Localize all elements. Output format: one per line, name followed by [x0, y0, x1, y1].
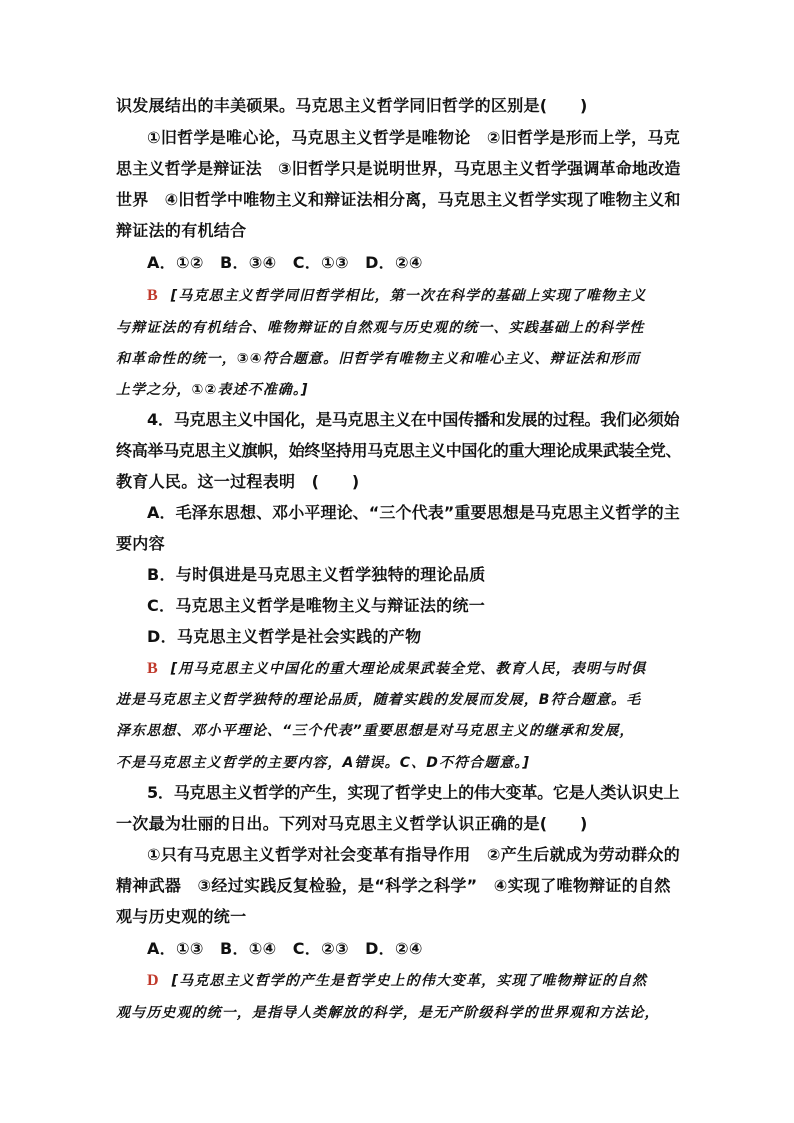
q5-option-text: 精神武器 ③经过实践反复检验，是“科学之科学” ④实现了唯物辩证的自然 [116, 876, 671, 895]
q5-answer: D [147, 972, 160, 989]
q4-explanation [147, 659, 646, 679]
q4-answer: B [147, 660, 159, 677]
q3-option-text: ①旧哲学是唯心论，马克思主义哲学是唯物论 ②旧哲学是形而上学，马克 [147, 128, 680, 147]
q3-answer: B [147, 287, 159, 304]
q4-explanation-text: 泽东思想、邓小平理论、“三个代表”重要思想是对马克思主义的继承和发展， [116, 723, 635, 739]
q4-explanation-text: [用马克思主义中国化的重大理论成果武装全党、教育人民，表明与时俱 [170, 661, 647, 677]
q5-stem: 一次最为壮丽的日出。下列对马克思主义哲学认识正确的是( ) [116, 814, 588, 833]
q4-option-b: B．与时俱进是马克思主义哲学独特的理论品质 [147, 565, 486, 584]
q3-explanation-text: [马克思主义哲学同旧哲学相比，第一次在科学的基础上实现了唯物主义 [170, 288, 647, 304]
q3-choices: A．①② B．③④ C．①③ D．②④ [147, 253, 423, 272]
q3-explanation-text: 与辩证法的有机结合、唯物辩证的自然观与历史观的统一、实践基础上的科学性 [116, 320, 645, 336]
q5-explanation [147, 971, 647, 991]
q3-stem: 识发展结出的丰美硕果。马克思主义哲学同旧哲学的区别是( ) [116, 96, 588, 115]
q4-stem: 教育人民。这一过程表明 ( ) [116, 472, 360, 491]
q4-explanation-text: 进是马克思主义哲学独特的理论品质，随着实践的发展而发展，B符合题意。毛 [116, 692, 642, 708]
q4-option-d: D．马克思主义哲学是社会实践的产物 [147, 627, 422, 646]
q4-option-a: A．毛泽东思想、邓小平理论、“三个代表”重要思想是马克思主义哲学的主 [147, 503, 680, 522]
q5-choices: A．①③ B．①④ C．②③ D．②④ [147, 939, 423, 958]
q3-explanation-text: 上学之分，①②表述不准确。] [116, 382, 309, 398]
q5-explanation-text: 观与历史观的统一，是指导人类解放的科学，是无产阶级科学的世界观和方法论， [116, 1005, 660, 1021]
q4-explanation-text: 不是马克思主义哲学的主要内容，A错误。C、D不符合题意。] [116, 755, 531, 771]
q3-explanation-text: 和革命性的统一，③④符合题意。旧哲学有唯物主义和唯心主义、辩证法和形而 [116, 351, 641, 367]
q5-option-text: 观与历史观的统一 [116, 907, 247, 926]
q3-explanation [147, 286, 646, 306]
q4-stem: 4．马克思主义中国化，是马克思主义在中国传播和发展的过程。我们必须始 [147, 410, 680, 429]
q5-stem: 5．马克思主义哲学的产生，实现了哲学史上的伟大变革。它是人类认识史上 [147, 783, 680, 802]
q3-option-text: 思主义哲学是辩证法 ③旧哲学只是说明世界，马克思主义哲学强调革命地改造 [116, 159, 681, 178]
q4-stem: 终高举马克思主义旗帜，始终坚持用马克思主义中国化的重大理论成果武装全党、 [116, 441, 682, 460]
q4-option-a: 要内容 [116, 534, 165, 553]
q4-option-c: C．马克思主义哲学是唯物主义与辩证法的统一 [147, 596, 486, 615]
q3-option-text: 辩证法的有机结合 [116, 221, 247, 240]
q5-explanation-text: [马克思主义哲学的产生是哲学史上的伟大变革，实现了唯物辩证的自然 [171, 973, 648, 989]
q3-option-text: 世界 ④旧哲学中唯物主义和辩证法相分离，马克思主义哲学实现了唯物主义和 [116, 190, 681, 209]
q5-option-text: ①只有马克思主义哲学对社会变革有指导作用 ②产生后就成为劳动群众的 [147, 845, 680, 864]
